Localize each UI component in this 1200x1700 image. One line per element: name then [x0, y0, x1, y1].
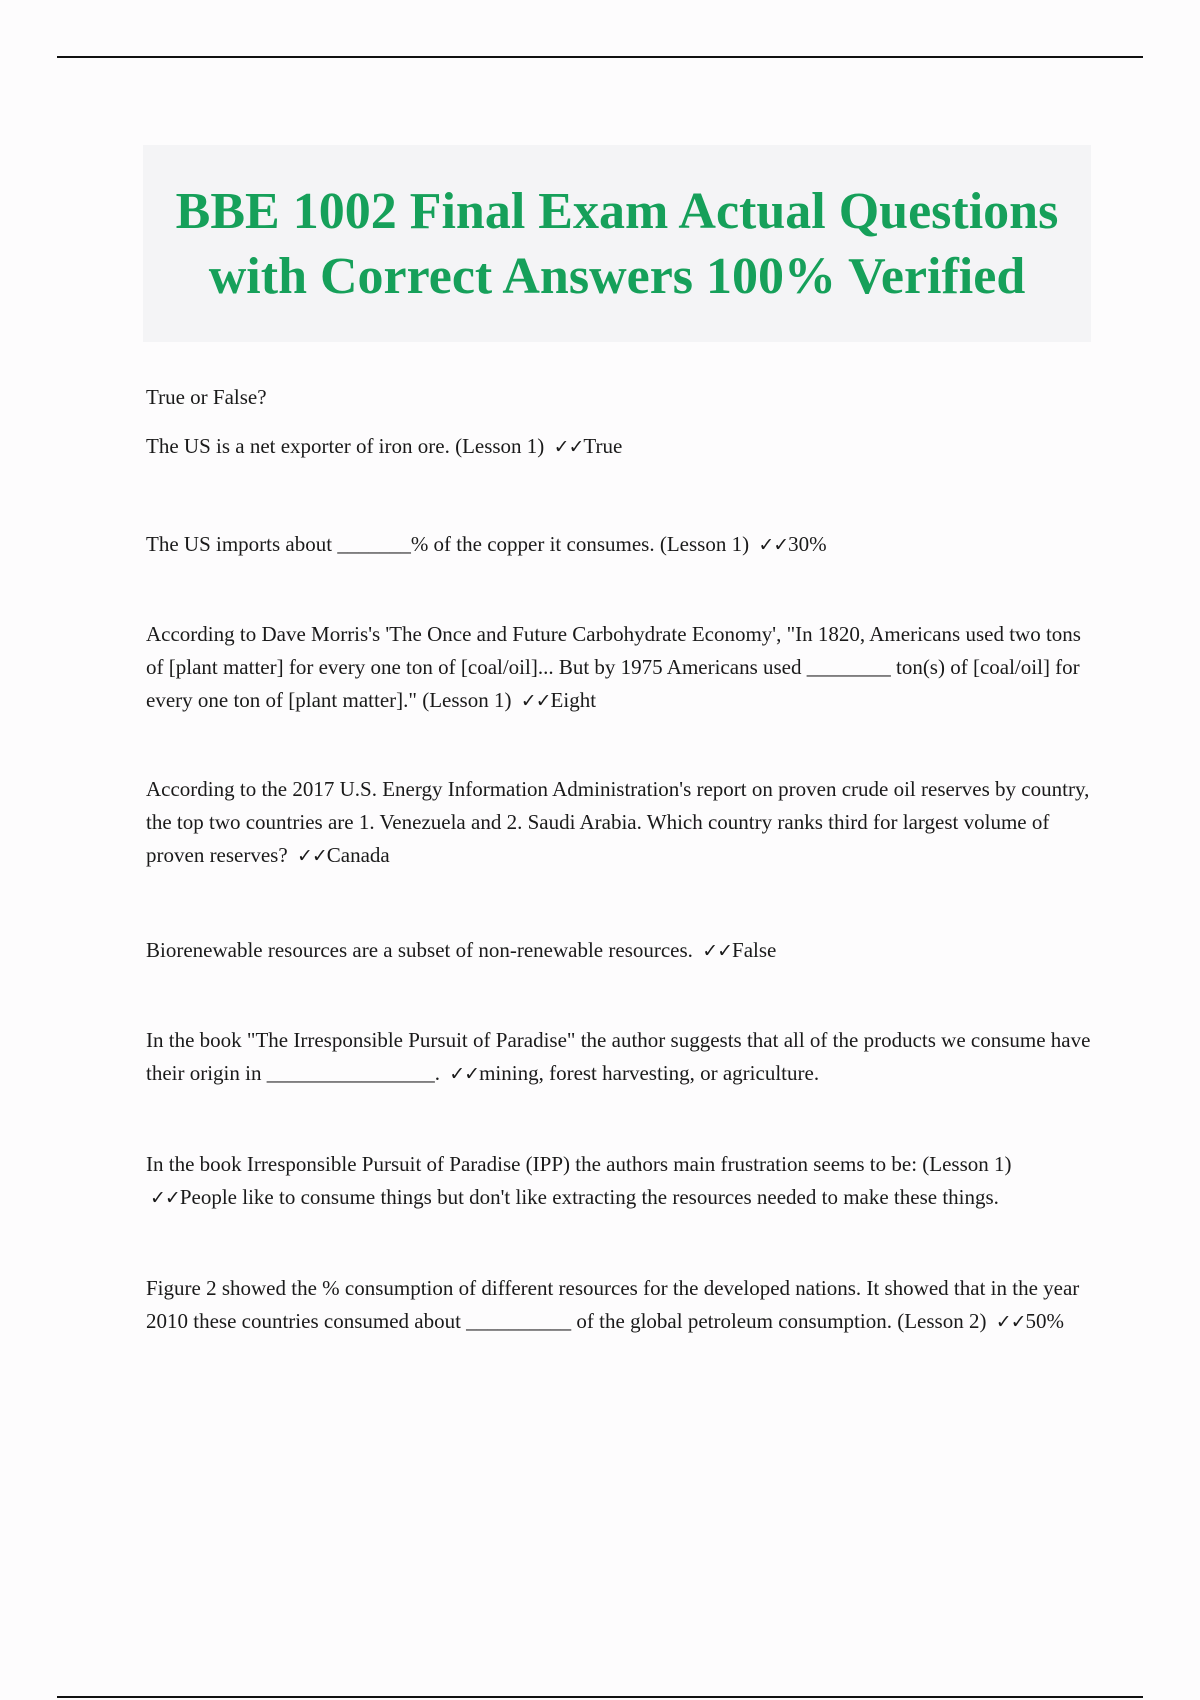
answer-text: mining, forest harvesting, or agriculture. [479, 1061, 820, 1085]
check-icon: ✓✓ [995, 1311, 1026, 1333]
check-icon: ✓✓ [553, 436, 584, 458]
question-text: Biorenewable resources are a subset of non-renewable resources. [146, 938, 693, 962]
check-icon: ✓✓ [150, 1187, 180, 1209]
question-text: According to the 2017 U.S. Energy Information Administration's report on proven crude oil reserves by country, the top two countries are 1. Venezuela and 2. Saudi Arabia. Which country ranks third for largest volume of proven reserves? [146, 777, 1090, 867]
check-icon: ✓✓ [520, 690, 551, 712]
section-heading: True or False? [146, 385, 267, 409]
question-item [146, 1272, 1091, 1339]
question-item [146, 773, 1091, 873]
question-text: According to Dave Morris's 'The Once and Future Carbohydrate Economy', "In 1820, Americans used two tons of [plant matter] for every one ton of [coal/oil]... But by 1975 Americans used ________ ton(s) of [coal/oil] for every one ton of [plant matter]." (Lesson 1) [146, 622, 1081, 712]
top-rule [57, 56, 1143, 58]
check-icon: ✓✓ [449, 1063, 480, 1085]
answer-text: True [583, 434, 623, 458]
answer-text: People like to consume things but don't like extracting the resources needed to make these things. [179, 1185, 999, 1209]
question-item [146, 618, 1091, 718]
question-text: Figure 2 showed the % consumption of different resources for the developed nations. It showed that in the year 2010 these countries consumed about __________ of the global petroleum consumption. (Lesson 2) [146, 1276, 1080, 1333]
question-item [146, 430, 1091, 464]
question-text: In the book "The Irresponsible Pursuit of Paradise" the author suggests that all of the products we consume have their origin in ________________. [146, 1028, 1091, 1085]
question-item [146, 1024, 1091, 1091]
bottom-rule [57, 1696, 1143, 1698]
answer-text: 30% [788, 532, 827, 556]
answer-text: Canada [326, 843, 390, 867]
question-text: The US imports about _______% of the copper it consumes. (Lesson 1) [146, 532, 750, 556]
question-item [146, 528, 1091, 562]
check-icon: ✓✓ [758, 534, 789, 556]
check-icon: ✓✓ [296, 845, 327, 867]
question-text: The US is a net exporter of iron ore. (Lesson 1) [146, 434, 545, 458]
document-body [146, 380, 1091, 1339]
answer-text: 50% [1025, 1309, 1065, 1333]
document-title: BBE 1002 Final Exam Actual Questions with Correct Answers 100% Verified [175, 182, 1059, 305]
answer-text: Eight [550, 688, 597, 712]
question-item [146, 1148, 1091, 1215]
answer-text: False [732, 938, 777, 962]
question-item [146, 934, 1091, 968]
title-banner [143, 145, 1091, 342]
check-icon: ✓✓ [702, 940, 733, 962]
question-text: In the book Irresponsible Pursuit of Paradise (IPP) the authors main frustration seems to be: (Lesson 1) [146, 1152, 1012, 1176]
